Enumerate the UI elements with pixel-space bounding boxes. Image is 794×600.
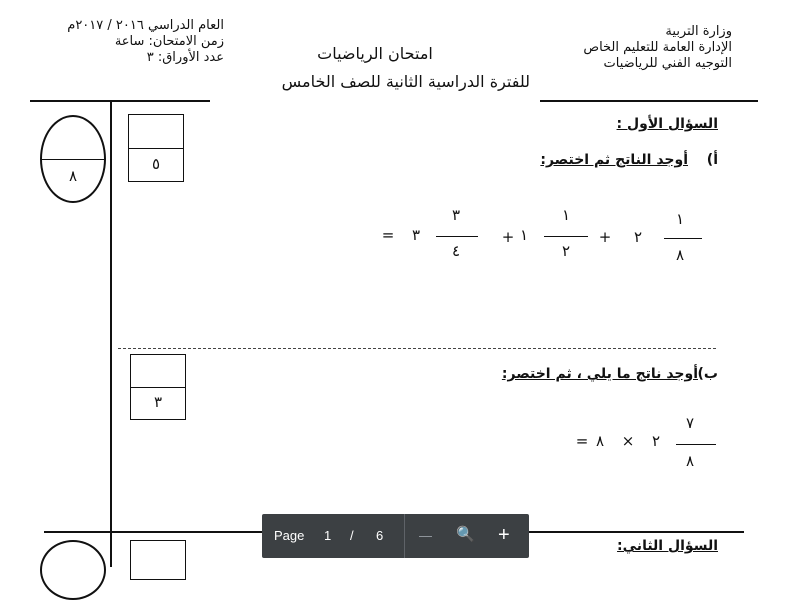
a-t3-whole: ٣	[411, 226, 421, 244]
ministry-name: وزارة التربية	[665, 24, 732, 39]
total-pages: 6	[376, 528, 384, 543]
a-t2-whole: ١	[519, 226, 529, 244]
a-t3-den: ٤	[451, 242, 461, 260]
part-a-instruction: أوجد الناتج ثم اختصر:	[540, 152, 688, 168]
total-score-ellipse	[40, 115, 106, 203]
exam-title: امتحان الرياضيات	[317, 44, 433, 63]
margin-divider	[110, 102, 112, 567]
dashed-separator	[118, 348, 716, 349]
a-t3-num: ٣	[451, 206, 461, 224]
b-whole2: ٨	[595, 432, 605, 450]
a-op1: +	[598, 228, 612, 246]
score-box-q2	[130, 540, 186, 580]
exam-subtitle: للفترة الدراسية الثانية للصف الخامس	[281, 72, 530, 91]
header-left	[44, 18, 224, 66]
a-t2-bar	[544, 236, 588, 237]
a-t1-whole: ٢	[633, 228, 643, 246]
q2-title: السؤال الثاني:	[617, 538, 718, 554]
b-eq: =	[575, 432, 589, 450]
part-b-instruction: أوجد ناتج ما يلي ، ثم اختصر:	[501, 366, 698, 382]
page-label: Page	[274, 528, 305, 543]
page-count: عدد الأوراق: ٣	[146, 50, 224, 65]
current-page[interactable]: 1	[324, 528, 332, 543]
part-b-label: ب)	[697, 366, 718, 382]
zoom-icon[interactable]: 🔍	[456, 526, 475, 543]
part-a-label: أ)	[706, 152, 718, 168]
a-t1-num: ١	[675, 210, 685, 228]
pdf-toolbar	[262, 514, 529, 558]
a-op2: +	[501, 228, 515, 246]
b-den: ٨	[685, 452, 695, 470]
score-box-b	[130, 354, 186, 420]
total-score: ٨	[68, 167, 78, 185]
b-op: ×	[621, 432, 635, 450]
zoom-out-button[interactable]: —	[419, 528, 432, 543]
header-rule-left	[30, 100, 210, 102]
a-t2-num: ١	[561, 206, 571, 224]
a-t3-bar	[436, 236, 478, 237]
b-bar	[676, 444, 716, 445]
score-b: ٣	[153, 393, 163, 411]
supervision-name: التوجيه الفني للرياضيات	[603, 56, 732, 71]
academic-year: العام الدراسي ٢٠١٦ / ٢٠١٧م	[67, 18, 224, 33]
a-t1-den: ٨	[675, 246, 685, 264]
page-separator: /	[350, 528, 354, 543]
total-score-ellipse-2	[40, 540, 106, 600]
header-rule-right	[540, 100, 758, 102]
exam-duration: زمن الامتحان: ساعة	[114, 34, 224, 49]
score-box-a	[128, 114, 184, 182]
a-t1-bar	[664, 238, 702, 239]
header-right	[583, 24, 732, 72]
b-whole1: ٢	[651, 432, 661, 450]
a-t2-den: ٢	[561, 242, 571, 260]
b-num: ٧	[685, 414, 695, 432]
department-name: الإدارة العامة للتعليم الخاص	[583, 40, 732, 55]
score-a: ٥	[151, 155, 161, 173]
toolbar-divider	[404, 514, 405, 558]
q1-title: السؤال الأول :	[616, 116, 718, 132]
zoom-in-button[interactable]: +	[498, 524, 510, 546]
a-eq: =	[381, 226, 395, 244]
